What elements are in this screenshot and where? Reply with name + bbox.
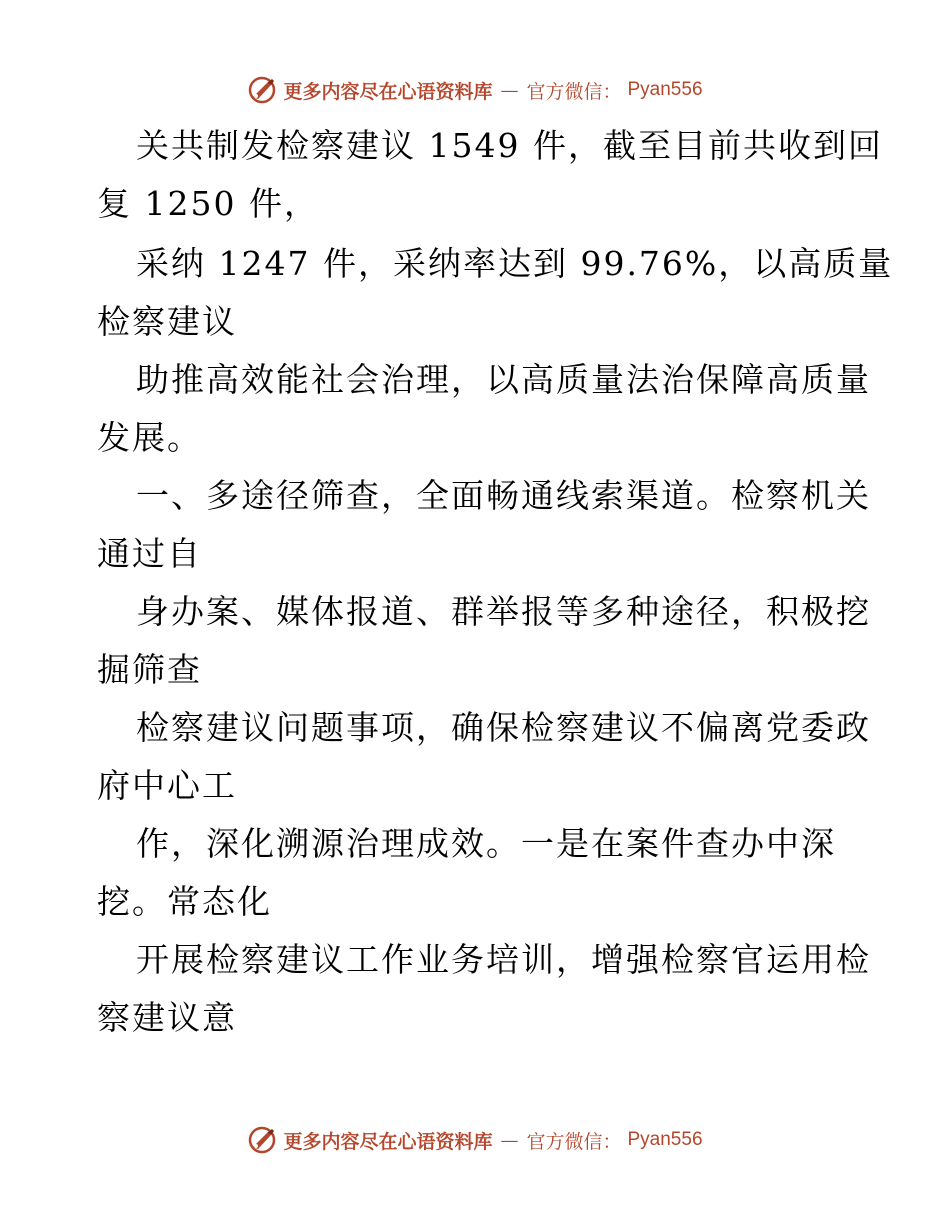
banner-separator: — (500, 1129, 519, 1151)
text-line: 助推高效能社会治理，以高质量法治保障高质量 (136, 360, 871, 399)
banner-separator: — (500, 79, 519, 101)
banner-main-text: 更多内容尽在心语资料库 (283, 80, 493, 103)
text-line: 察建议意 (97, 998, 237, 1037)
text-line: 复 1250 件， (97, 184, 319, 223)
banner-wechat-label: 官方微信： (526, 1130, 622, 1153)
text-line: 挖。常态化 (97, 882, 272, 921)
banner-main-text: 更多内容尽在心语资料库 (283, 1130, 493, 1153)
banner-wechat-id: Pyan556 (627, 1129, 703, 1150)
text-line: 一、多途径筛查，全面畅通线索渠道。检察机关 (136, 476, 871, 515)
header-watermark-banner (0, 70, 950, 110)
banner-wechat-label: 官方微信： (526, 80, 622, 103)
text-line: 身办案、媒体报道、群举报等多种途径，积极挖 (136, 592, 871, 631)
text-line: 检察建议 (97, 302, 237, 341)
text-line: 府中心工 (97, 766, 237, 805)
text-line: 开展检察建议工作业务培训，增强检察官运用检 (136, 940, 871, 979)
text-line: 采纳 1247 件，采纳率达到 99.76%，以高质量 (136, 244, 894, 283)
footer-watermark-banner (0, 1120, 950, 1160)
text-line: 检察建议问题事项，确保检察建议不偏离党委政 (136, 708, 871, 747)
banner-wechat-id: Pyan556 (627, 79, 703, 100)
pen-circle-logo-icon (247, 75, 277, 105)
text-line: 通过自 (97, 534, 202, 573)
text-line: 作，深化溯源治理成效。一是在案件查办中深 (136, 824, 836, 863)
text-line: 掘筛查 (97, 650, 202, 689)
pen-circle-logo-icon (247, 1125, 277, 1155)
text-line: 关共制发检察建议 1549 件，截至目前共收到回 (136, 126, 883, 165)
text-line: 发展。 (97, 418, 202, 457)
